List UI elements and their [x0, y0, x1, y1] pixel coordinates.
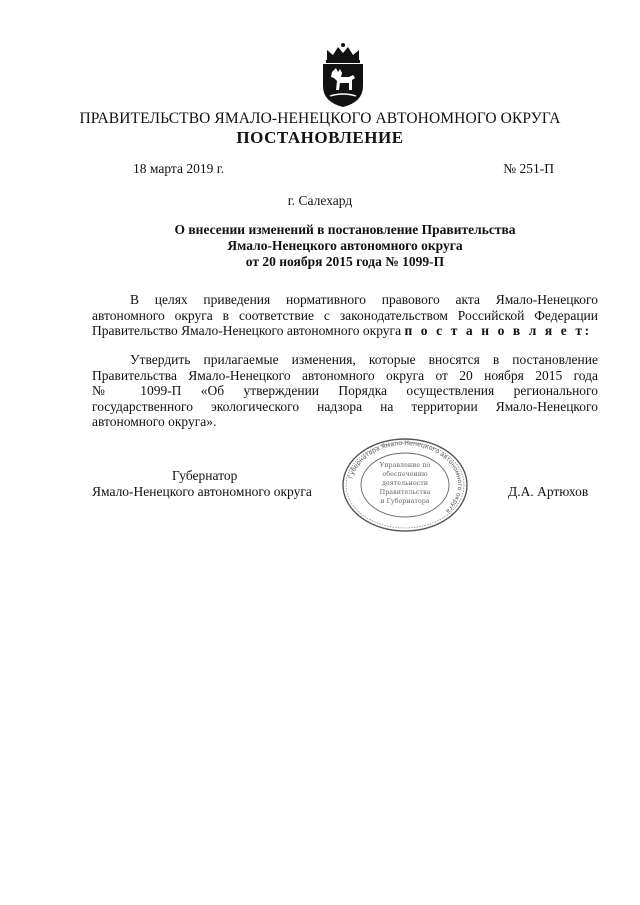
svg-text:и Губернатора: и Губернатора: [380, 497, 430, 505]
signatory-name: Д.А. Артюхов: [508, 484, 589, 499]
paragraph-text: Правительство Ямало-Ненецкого автономного округа: [92, 323, 402, 338]
paragraph-line: автономного округа».: [92, 414, 217, 429]
svg-text:Управление по: Управление по: [379, 461, 431, 469]
paragraph-preamble: [92, 292, 598, 339]
signatory-role: Губернатор: [172, 468, 238, 483]
document-number: № 251-П: [503, 161, 554, 176]
document-date: 18 марта 2019 г.: [133, 161, 225, 176]
official-stamp-seal: [340, 437, 470, 533]
seal-center-text: [380, 461, 431, 505]
paragraph-line: автономного округа в соответствие с законодательством Российской Федерации: [92, 307, 598, 323]
document-city: г. Салехард: [287, 193, 353, 208]
title-line: Ямало-Ненецкого автономного округа: [227, 238, 463, 253]
document-title: [0, 222, 640, 270]
paragraph-line: Утвердить прилагаемые изменения, которые вносятся в постановление: [130, 352, 598, 367]
paragraph-line-final: [92, 323, 598, 339]
paragraph-line: № 1099-П «Об утверждении Порядка осуществления регионального: [92, 383, 598, 398]
paragraph-line: В целях приведения нормативного правового акта Ямало-Ненецкого: [130, 292, 598, 307]
resolves-keyword: п о с т а н о в л я е т:: [404, 323, 592, 338]
title-line: О внесении изменений в постановление Правительства: [174, 222, 516, 237]
svg-text:обеспечению: обеспечению: [382, 470, 428, 478]
svg-text:деятельности: деятельности: [381, 479, 429, 487]
paragraph-line: Правительства Ямало-Ненецкого автономного округа от 20 ноября 2015 года: [92, 367, 598, 383]
signatory-organization: Ямало-Ненецкого автономного округа: [92, 484, 312, 499]
coat-of-arms-emblem: [318, 42, 368, 108]
paragraph-resolution: [92, 352, 598, 430]
paragraph-line: государственного экологического надзора на территории Ямало-Ненецкого: [92, 398, 598, 414]
title-line: от 20 ноября 2015 года № 1099-П: [245, 254, 445, 269]
document-type: ПОСТАНОВЛЕНИЕ: [236, 128, 404, 147]
seal-ring-text: Губернатора Ямало-Ненецкого автономного округа: [347, 439, 464, 515]
svg-text:Правительства: Правительства: [379, 488, 431, 496]
government-name: ПРАВИТЕЛЬСТВО ЯМАЛО-НЕНЕЦКОГО АВТОНОМНОГО ОКРУГА: [79, 110, 561, 127]
